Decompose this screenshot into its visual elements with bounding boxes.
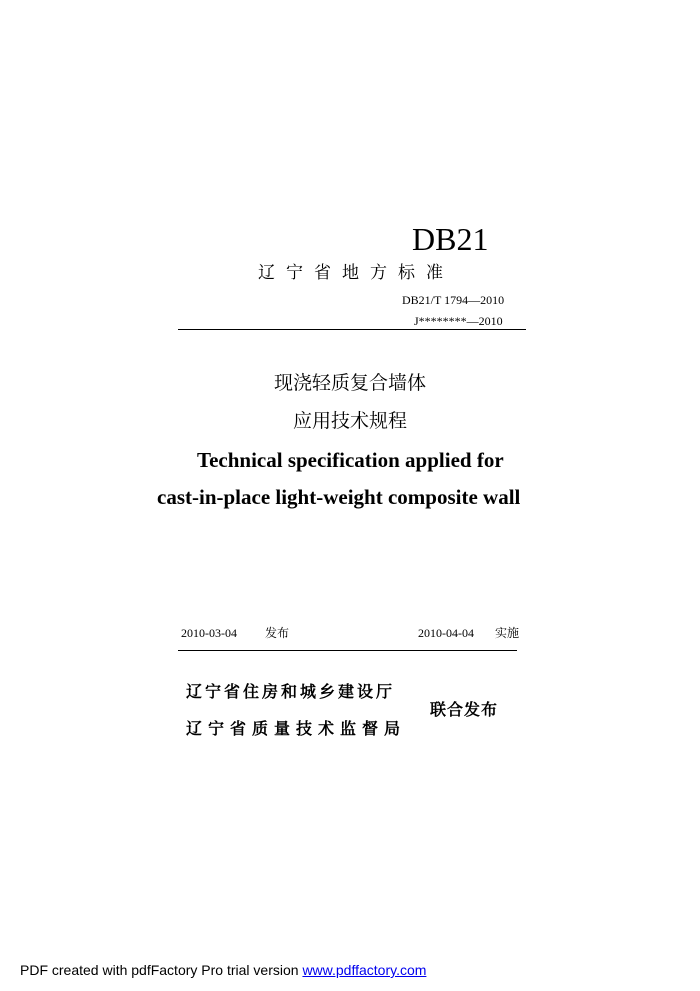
standard-type: 辽宁省地方标准 [258,263,454,283]
effective-date: 2010-04-04 [418,626,474,640]
dates-divider [178,650,517,651]
title-chinese-line-2: 应用技术规程 [292,410,407,432]
publish-label: 发布 [265,626,290,640]
header-divider [178,329,526,330]
publish-date: 2010-03-04 [181,626,237,640]
joint-issue-label: 联合发布 [430,700,499,719]
standard-code: DB21 [412,221,489,257]
title-english-line-2: cast-in-place light-weight composite wall [157,485,521,509]
footer-link[interactable]: www.pdffactory.com [302,962,427,978]
registration-number: J********—2010 [414,314,503,328]
title-english-line-1: Technical specification applied for [197,448,504,472]
issuer-quality-bureau: 辽宁省质量技术监督局 [186,719,407,738]
effective-label: 实施 [495,626,520,640]
pdf-footer [20,961,426,979]
standard-number: DB21/T 1794—2010 [402,293,505,307]
title-chinese-line-1: 现浇轻质复合墙体 [273,372,426,394]
footer-text: PDF created with pdfFactory Pro trial version [20,962,303,978]
issuer-housing-department: 辽宁省住房和城乡建设厅 [186,682,396,701]
